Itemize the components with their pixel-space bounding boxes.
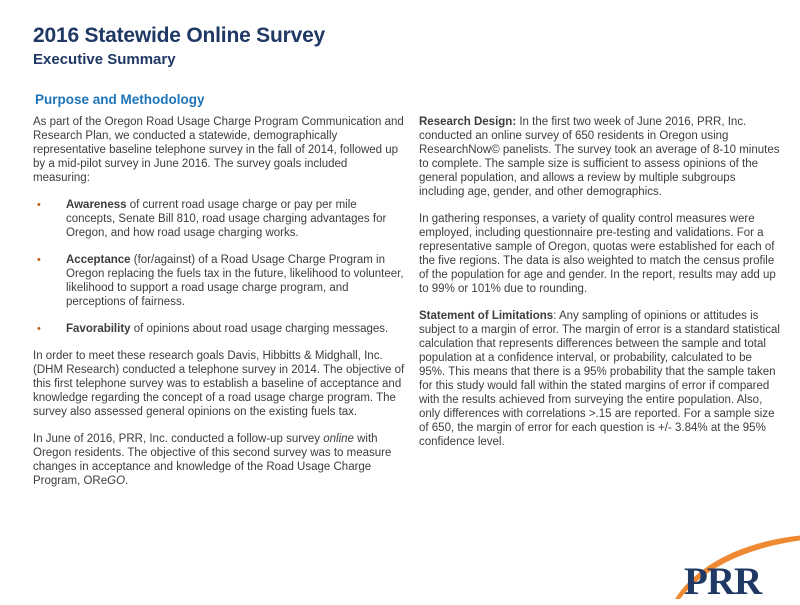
paragraph-lead: Research Design: xyxy=(419,116,517,129)
text-segment: . xyxy=(125,475,129,488)
bullet-item-acceptance xyxy=(33,253,407,309)
paragraph-lead: Statement of Limitations xyxy=(419,310,554,323)
paragraph-followup-survey xyxy=(33,432,407,488)
two-column-body xyxy=(33,115,780,501)
bullet-text: (for/against) of a Road Usage Charge Program in Oregon replacing the fuels tax in the future, likelihood to volunteer, likelihood to support a road usage charge program, and perceptions of fairness. xyxy=(66,254,404,309)
text-segment: In the first two week of June 2016, PRR, Inc. conducted an online survey of 650 residents in Oregon using ResearchNow© panelists. The survey took an average of 8-10 minutes to complete. The sample size is sufficient to assess opinions of the general population, and allows a review by multiple subgroups including age, gender, and other demographics. xyxy=(419,116,780,199)
left-column xyxy=(33,115,407,501)
bullet-icon: • xyxy=(37,199,41,212)
page-title: 2016 Statewide Online Survey xyxy=(33,24,326,47)
bullet-item-favorability xyxy=(33,322,407,336)
bullet-item-awareness xyxy=(33,198,407,240)
bullet-lead: Acceptance xyxy=(66,254,131,267)
bullet-text: of current road usage charge or pay per mile concepts, Senate Bill 810, road usage charging advantages for Oregon, and how road usage charging works. xyxy=(66,199,387,240)
bullet-icon: • xyxy=(37,254,41,267)
paragraph-intro: As part of the Oregon Road Usage Charge Program Communication and Research Plan, we conducted a statewide, demographically representative baseline telephone survey in the fall of 2014, followed up by a mid-pilot survey in June 2016. The survey goals included measuring: xyxy=(33,116,404,185)
text-segment-italic: GO xyxy=(107,475,126,488)
logo-text: PRR xyxy=(684,560,762,600)
page-subtitle: Executive Summary xyxy=(33,51,176,69)
paragraph-quality-control: In gathering responses, a variety of quality control measures were employed, including questionnaire pre-testing and validations. For a representative sample of Oregon, quotas were established for each of the five regions. The data is also weighted to match the census profile of the population for age and gender. In the report, results may add up to 99% or 101% due to rounding. xyxy=(419,213,776,296)
bullet-lead: Favorability xyxy=(66,323,131,336)
bullet-icon: • xyxy=(37,323,41,336)
text-segment-italic: online xyxy=(323,433,354,446)
bullet-text: of opinions about road usage charging messages. xyxy=(130,323,389,336)
prr-logo xyxy=(658,528,800,600)
paragraph-dhm-research: In order to meet these research goals Davis, Hibbitts & Midghall, Inc. (DHM Research) conducted a telephone survey in 2014. The objective of this first telephone survey was to establish a baseline of acceptance and knowledge regarding the concept of a road usage charge program. The survey also assessed general opinions on the existing fuels tax. xyxy=(33,350,405,419)
prr-logo-graphic xyxy=(658,528,800,600)
bullet-lead: Awareness xyxy=(66,199,127,212)
paragraph-research-design xyxy=(419,115,781,199)
bullet-list xyxy=(33,198,407,336)
right-column xyxy=(419,115,781,501)
paragraph-limitations xyxy=(419,309,781,449)
text-segment: In June of 2016, PRR, Inc. conducted a follow-up survey xyxy=(33,433,324,446)
text-segment: : Any sampling of opinions or attitudes is subject to a margin of error. The margin of error is a standard statistical calculation that represents differences between the sample and total population at a confidence interval, or probability, calculated to be 95%. This means that there is a 95% probability that the sample taken for this study would fall within the stated margins of error if compared with the results achieved from surveying the entire population. Also, only differences with correlations >.15 are reported. For a sample size of 650, the margin of error for each question is +/- 3.84% at the 95% confidence level. xyxy=(419,310,780,449)
section-heading: Purpose and Methodology xyxy=(35,92,205,108)
text-segment: with Oregon residents. The objective of this second survey was to measure changes in acceptance and knowledge of the Road Usage Charge Program, ORe xyxy=(33,433,392,488)
